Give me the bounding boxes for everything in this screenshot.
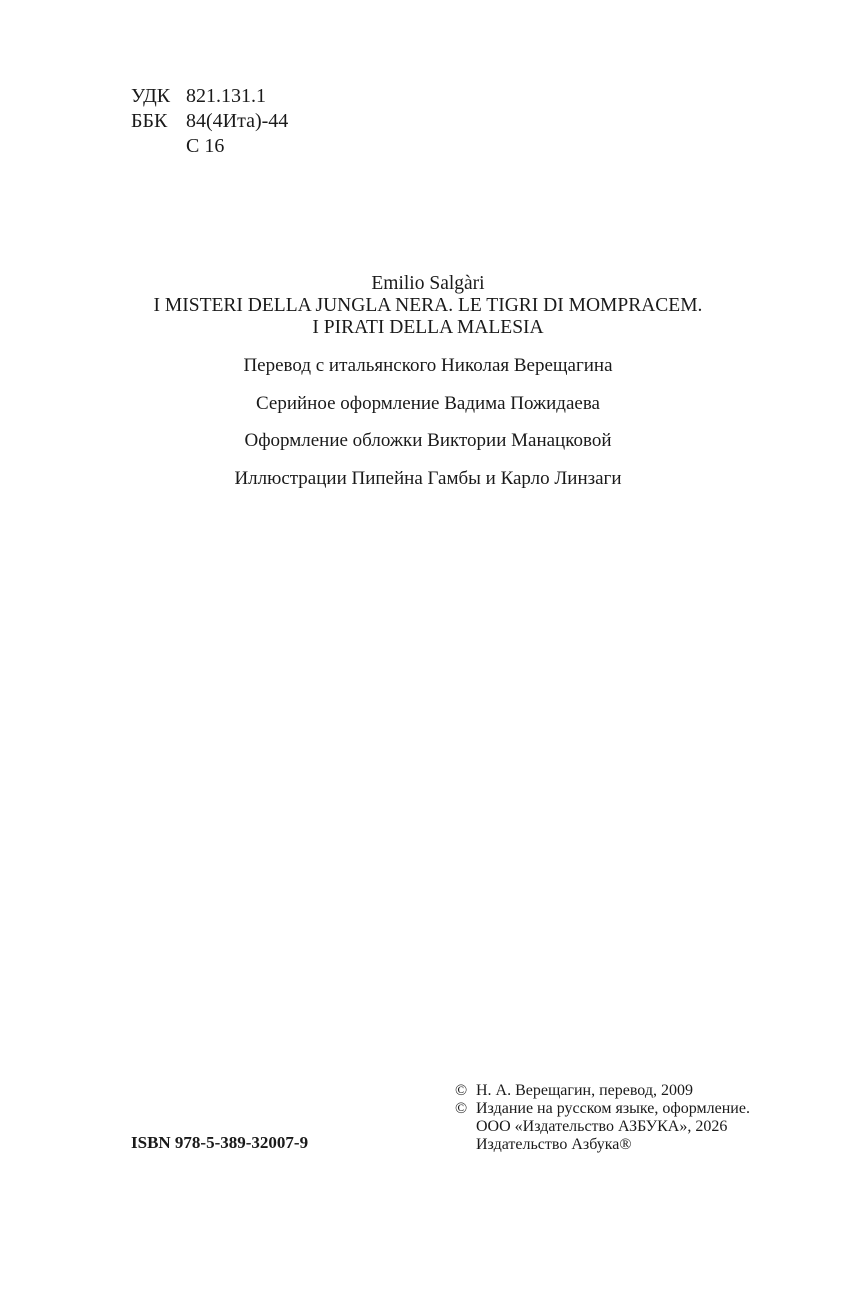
- copyright-text: Издательство Азбука®: [476, 1136, 632, 1153]
- cover-design-credit: Оформление обложки Виктории Манацковой: [244, 430, 612, 451]
- copyright-line: [455, 1118, 750, 1136]
- copyright-line: [455, 1136, 750, 1154]
- udc-label: УДК: [131, 85, 171, 107]
- original-author: Emilio Salgàri: [371, 273, 485, 294]
- copyright-symbol: ©: [455, 1082, 468, 1099]
- udc-value: 821.131.1: [186, 85, 266, 107]
- translator-credit: Перевод с итальянского Николая Верещагина: [243, 355, 613, 376]
- copyright-text: Издание на русском языке, оформление.: [476, 1100, 750, 1117]
- isbn: ISBN 978-5-389-32007-9: [131, 1133, 309, 1152]
- copyright-line: [455, 1100, 750, 1118]
- copyright-symbol: [455, 1118, 476, 1136]
- author-mark-row: [131, 134, 288, 159]
- udc-row: [131, 84, 288, 109]
- bbk-value: 84(4Ита)-44: [186, 110, 289, 132]
- credits-block: [0, 353, 856, 503]
- library-classification: [131, 84, 288, 159]
- illustrations-credit: Иллюстрации Пипейна Гамбы и Карло Линзаги: [234, 467, 622, 489]
- original-title-line-2: I PIRATI DELLA MALESIA: [312, 317, 544, 338]
- copyright-block: [455, 1082, 750, 1154]
- copyright-text: Н. А. Верещагин, перевод, 2009: [476, 1082, 693, 1099]
- copyright-line: [455, 1082, 750, 1100]
- author-mark-value: С 16: [186, 135, 225, 157]
- copyright-text: ООО «Издательство АЗБУКА», 2026: [476, 1118, 728, 1135]
- bbk-row: [131, 109, 288, 134]
- series-design-credit: Серийное оформление Вадима Пожидаева: [256, 392, 600, 414]
- original-title-line-1: I MISTERI DELLA JUNGLA NERA. LE TIGRI DI MOMPRACEM.: [153, 295, 703, 316]
- copyright-symbol: [455, 1136, 476, 1154]
- copyright-symbol: ©: [455, 1100, 468, 1117]
- bbk-label: ББК: [131, 110, 168, 132]
- author-mark-label: [131, 134, 186, 159]
- original-title-block: [0, 273, 856, 339]
